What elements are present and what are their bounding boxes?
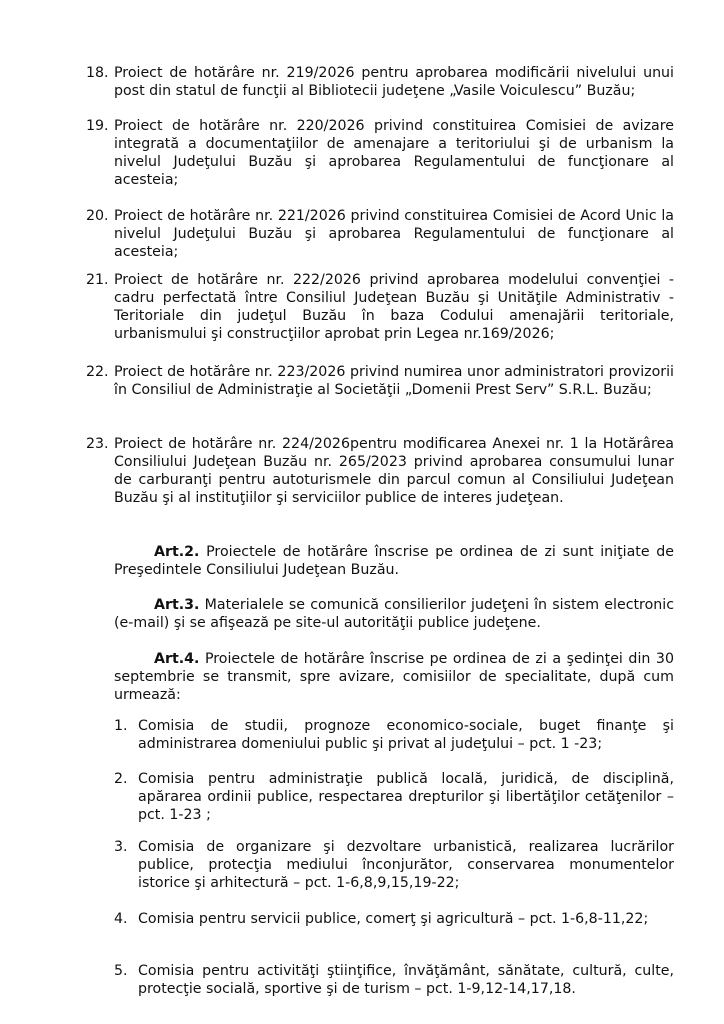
commission-4: [114, 910, 674, 928]
commission-number: 1.: [114, 718, 128, 734]
commission-number: 4.: [114, 911, 128, 927]
commission-text: Comisia de studii, prognoze economico-sociale, buget finanţe şi administrarea domeniului public şi privat al judeţului – pct. 1 -23;: [138, 718, 674, 752]
article-3: [114, 596, 674, 632]
item-text: Proiect de hotărâre nr. 224/2026pentru modificarea Anexei nr. 1 la Hotărârea Consiliului Judeţean Buzău nr. 265/2023 privind aprobarea consumului lunar de carburanţi pentru autoturismele din parcul comun al Consiliului Judeţean Buzău şi al instituţiilor şi serviciilor publice de interes judeţean.: [114, 436, 674, 506]
commission-5: [114, 962, 674, 998]
agenda-item-23: [86, 435, 674, 507]
item-text: Proiect de hotărâre nr. 219/2026 pentru aprobarea modificării nivelului unui post din statul de funcţii al Bibliotecii judeţene „Vasile Voiculescu” Buzău;: [114, 65, 674, 99]
item-text: Proiect de hotărâre nr. 223/2026 privind numirea unor administratori provizorii în Consiliul de Administraţie al Societăţii „Domenii Prest Serv” S.R.L. Buzău;: [114, 364, 674, 398]
commission-text: Comisia pentru administraţie publică locală, juridică, de disciplină, apărarea ordinii publice, respectarea drepturilor şi libertăţilor cetăţenilor – pct. 1-23 ;: [138, 771, 674, 823]
commission-number: 5.: [114, 963, 128, 979]
item-text: Proiect de hotărâre nr. 222/2026 privind aprobarea modelului convenţiei - cadru perfectată între Consiliul Judeţean Buzău şi Unităţile Administrativ - Teritoriale din judeţul Buzău în baza Codului amenajării teritoriale, urbanismului şi construcţiilor aprobat prin Legea nr.169/2026;: [114, 272, 674, 342]
article-2: [114, 543, 674, 579]
agenda-item-22: [86, 363, 674, 399]
article-text: Proiectele de hotărâre înscrise pe ordinea de zi sunt iniţiate de Preşedintele Consiliului Judeţean Buzău.: [114, 544, 674, 578]
agenda-item-20: [86, 207, 674, 261]
item-text: Proiect de hotărâre nr. 221/2026 privind constituirea Comisiei de Acord Unic la nivelul Judeţului Buzău şi aprobarea Regulamentului de funcţionare al acesteia;: [114, 208, 674, 260]
commission-text: Comisia pentru activităţi ştiinţifice, învăţământ, sănătate, cultură, culte, protecţie socială, sportive şi de turism – pct. 1-9,12-14,17,18.: [138, 963, 674, 997]
article-label: Art.2.: [154, 544, 200, 560]
commission-3: [114, 838, 674, 892]
commission-2: [114, 770, 674, 824]
article-text: Materialele se comunică consilierilor judeţeni în sistem electronic (e-mail) şi se afişează pe site-ul autorităţii publice judeţene.: [114, 597, 674, 631]
article-label: Art.3.: [154, 597, 200, 613]
item-number: 18.: [86, 65, 109, 81]
agenda-item-19: [86, 117, 674, 189]
commission-text: Comisia pentru servicii publice, comerţ şi agricultură – pct. 1-6,8-11,22;: [138, 911, 649, 927]
commission-text: Comisia de organizare şi dezvoltare urbanistică, realizarea lucrărilor publice, protecţia mediului înconjurător, conservarea monumentelor istorice şi arhitectură – pct. 1-6,8,9,15,19-22;: [138, 839, 674, 891]
item-number: 19.: [86, 118, 109, 134]
item-text: Proiect de hotărâre nr. 220/2026 privind constituirea Comisiei de avizare integrată a documentaţiilor de amenajare a teritoriului şi de urbanism la nivelul Judeţului Buzău şi aprobarea Regulamentului de funcţionare al acesteia;: [114, 118, 674, 188]
agenda-item-21: [86, 271, 674, 343]
item-number: 22.: [86, 364, 109, 380]
article-text: Proiectele de hotărâre înscrise pe ordinea de zi a şedinţei din 30 septembrie se transmit, spre avizare, comisiilor de specialitate, după cum urmează:: [114, 651, 674, 703]
commission-1: [114, 717, 674, 753]
commission-number: 2.: [114, 771, 128, 787]
article-label: Art.4.: [154, 651, 200, 667]
article-4: [114, 650, 674, 704]
commission-number: 3.: [114, 839, 128, 855]
item-number: 20.: [86, 208, 109, 224]
item-number: 23.: [86, 436, 109, 452]
item-number: 21.: [86, 272, 109, 288]
agenda-item-18: [86, 64, 674, 100]
